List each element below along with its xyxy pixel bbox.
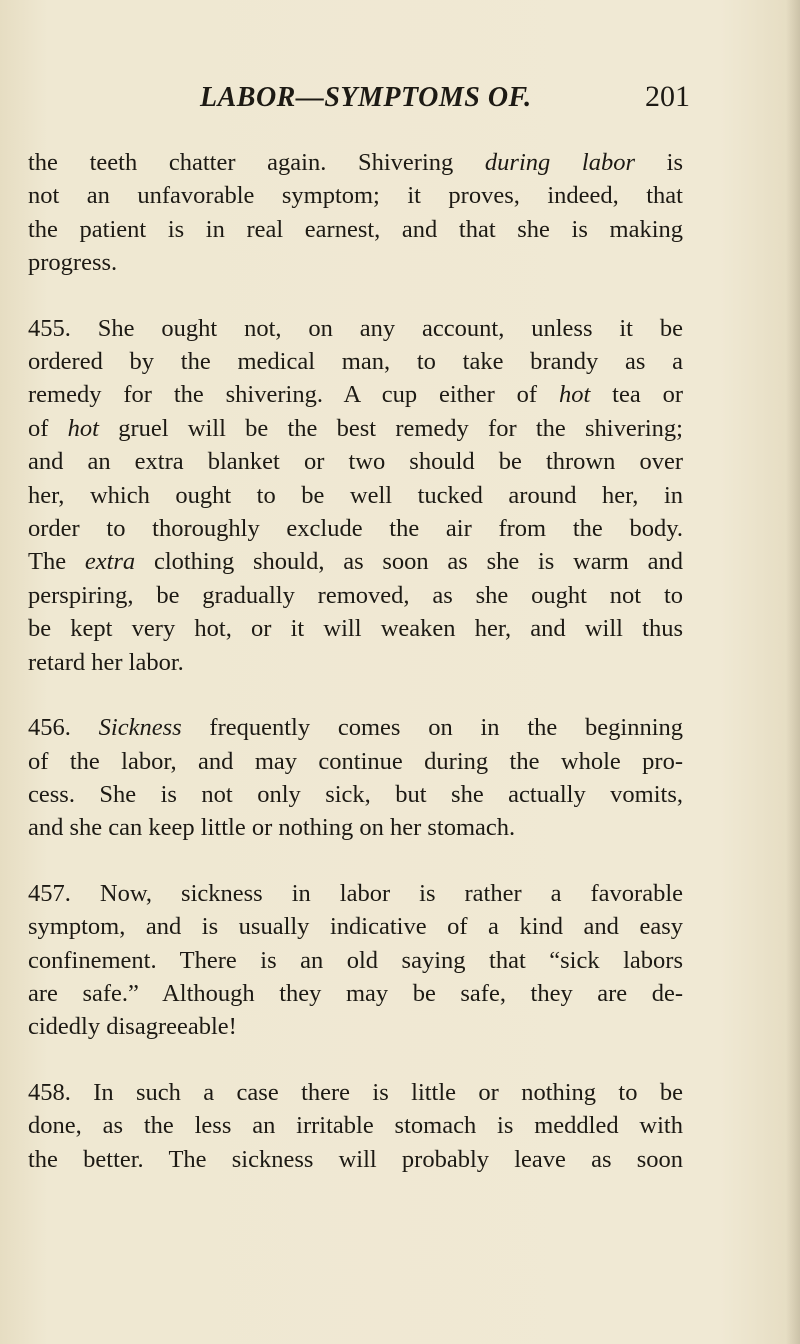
text-line — [28, 944, 683, 977]
body-text — [28, 146, 683, 1176]
text-line — [28, 646, 683, 679]
text-line — [28, 612, 683, 645]
text-run: frequently comes on in the beginning — [181, 714, 684, 742]
text-line — [28, 1143, 683, 1176]
text-line — [28, 479, 683, 512]
text-run: the better. The sickness will probably leave as soon — [28, 1145, 683, 1173]
paragraph — [28, 146, 683, 280]
text-run: perspiring, be gradually removed, as she ought not to — [28, 581, 683, 609]
text-run: clothing should, as soon as she is warm and — [135, 548, 683, 576]
italic-run: Sickness — [98, 714, 182, 742]
text-line — [28, 877, 683, 910]
text-run: 457. Now, sickness in labor is rather a favorable — [28, 879, 683, 907]
italic-run: hot — [67, 414, 99, 442]
text-run: order to thoroughly exclude the air from the body. — [28, 515, 683, 543]
text-line — [28, 412, 683, 445]
text-run: gruel will be the best remedy for the shivering; — [98, 414, 683, 442]
text-line — [28, 1109, 683, 1142]
text-line — [28, 345, 683, 378]
text-run: the teeth chatter again. Shivering — [28, 149, 485, 176]
text-run: tea or — [590, 381, 683, 409]
text-run: 458. In such a case there is little or nothing to be — [28, 1078, 683, 1106]
page-number: 201 — [645, 80, 690, 113]
text-line — [28, 711, 683, 744]
text-run: are safe.” Although they may be safe, they are de- — [28, 979, 683, 1007]
text-line — [28, 312, 683, 345]
text-line — [28, 778, 683, 811]
text-line — [28, 246, 683, 279]
text-run: is — [635, 149, 683, 176]
text-run: progress. — [28, 249, 118, 277]
text-run: done, as the less an irritable stomach is meddled with — [28, 1112, 683, 1140]
text-line — [28, 1010, 683, 1043]
text-run: The — [28, 548, 85, 576]
text-run: and an extra blanket or two should be thrown over — [28, 448, 683, 476]
text-run: not an unfavorable symptom; it proves, indeed, that — [28, 182, 683, 210]
text-run: symptom, and is usually indicative of a kind and easy — [28, 913, 683, 941]
text-run: cidedly disagreeable! — [28, 1013, 237, 1041]
text-run: be kept very hot, or it will weaken her, and will thus — [28, 615, 683, 643]
text-line — [28, 179, 683, 212]
text-run: and she can keep little or nothing on her stomach. — [28, 814, 516, 842]
text-line — [28, 579, 683, 612]
text-line — [28, 745, 683, 778]
italic-run: hot — [558, 381, 591, 409]
text-run: retard her labor. — [28, 648, 184, 676]
text-line — [28, 977, 683, 1010]
text-line — [28, 910, 683, 943]
text-line — [28, 146, 683, 179]
text-run: 455. She ought not, on any account, unless it be — [28, 314, 683, 342]
running-title: LABOR—SYMPTOMS OF. — [200, 82, 532, 113]
text-run: confinement. There is an old saying that “sick labors — [28, 946, 683, 974]
text-line — [28, 512, 683, 545]
text-run: ordered by the medical man, to take brandy as a — [28, 348, 683, 376]
paragraph — [28, 312, 683, 679]
page-header — [200, 82, 690, 122]
page-edge-shadow — [786, 0, 800, 1344]
paragraph — [28, 711, 683, 845]
text-run: of — [28, 414, 68, 442]
text-run: her, which ought to be well tucked around her, in — [28, 481, 683, 509]
text-line — [28, 545, 683, 578]
text-run: cess. She is not only sick, but she actually vomits, — [28, 780, 683, 808]
text-run: the patient is in real earnest, and that she is making — [28, 215, 683, 243]
text-line — [28, 1076, 683, 1109]
italic-run: during labor — [484, 149, 635, 176]
text-run: remedy for the shivering. A cup either of — [28, 381, 559, 409]
paragraph — [28, 877, 683, 1044]
text-line — [28, 213, 683, 246]
paragraph — [28, 1076, 683, 1176]
text-line — [28, 811, 683, 844]
text-run: 456. — [28, 714, 99, 742]
italic-run: extra — [84, 548, 136, 576]
text-line — [28, 378, 683, 411]
text-run: of the labor, and may continue during the whole pro- — [28, 747, 683, 775]
text-line — [28, 445, 683, 478]
